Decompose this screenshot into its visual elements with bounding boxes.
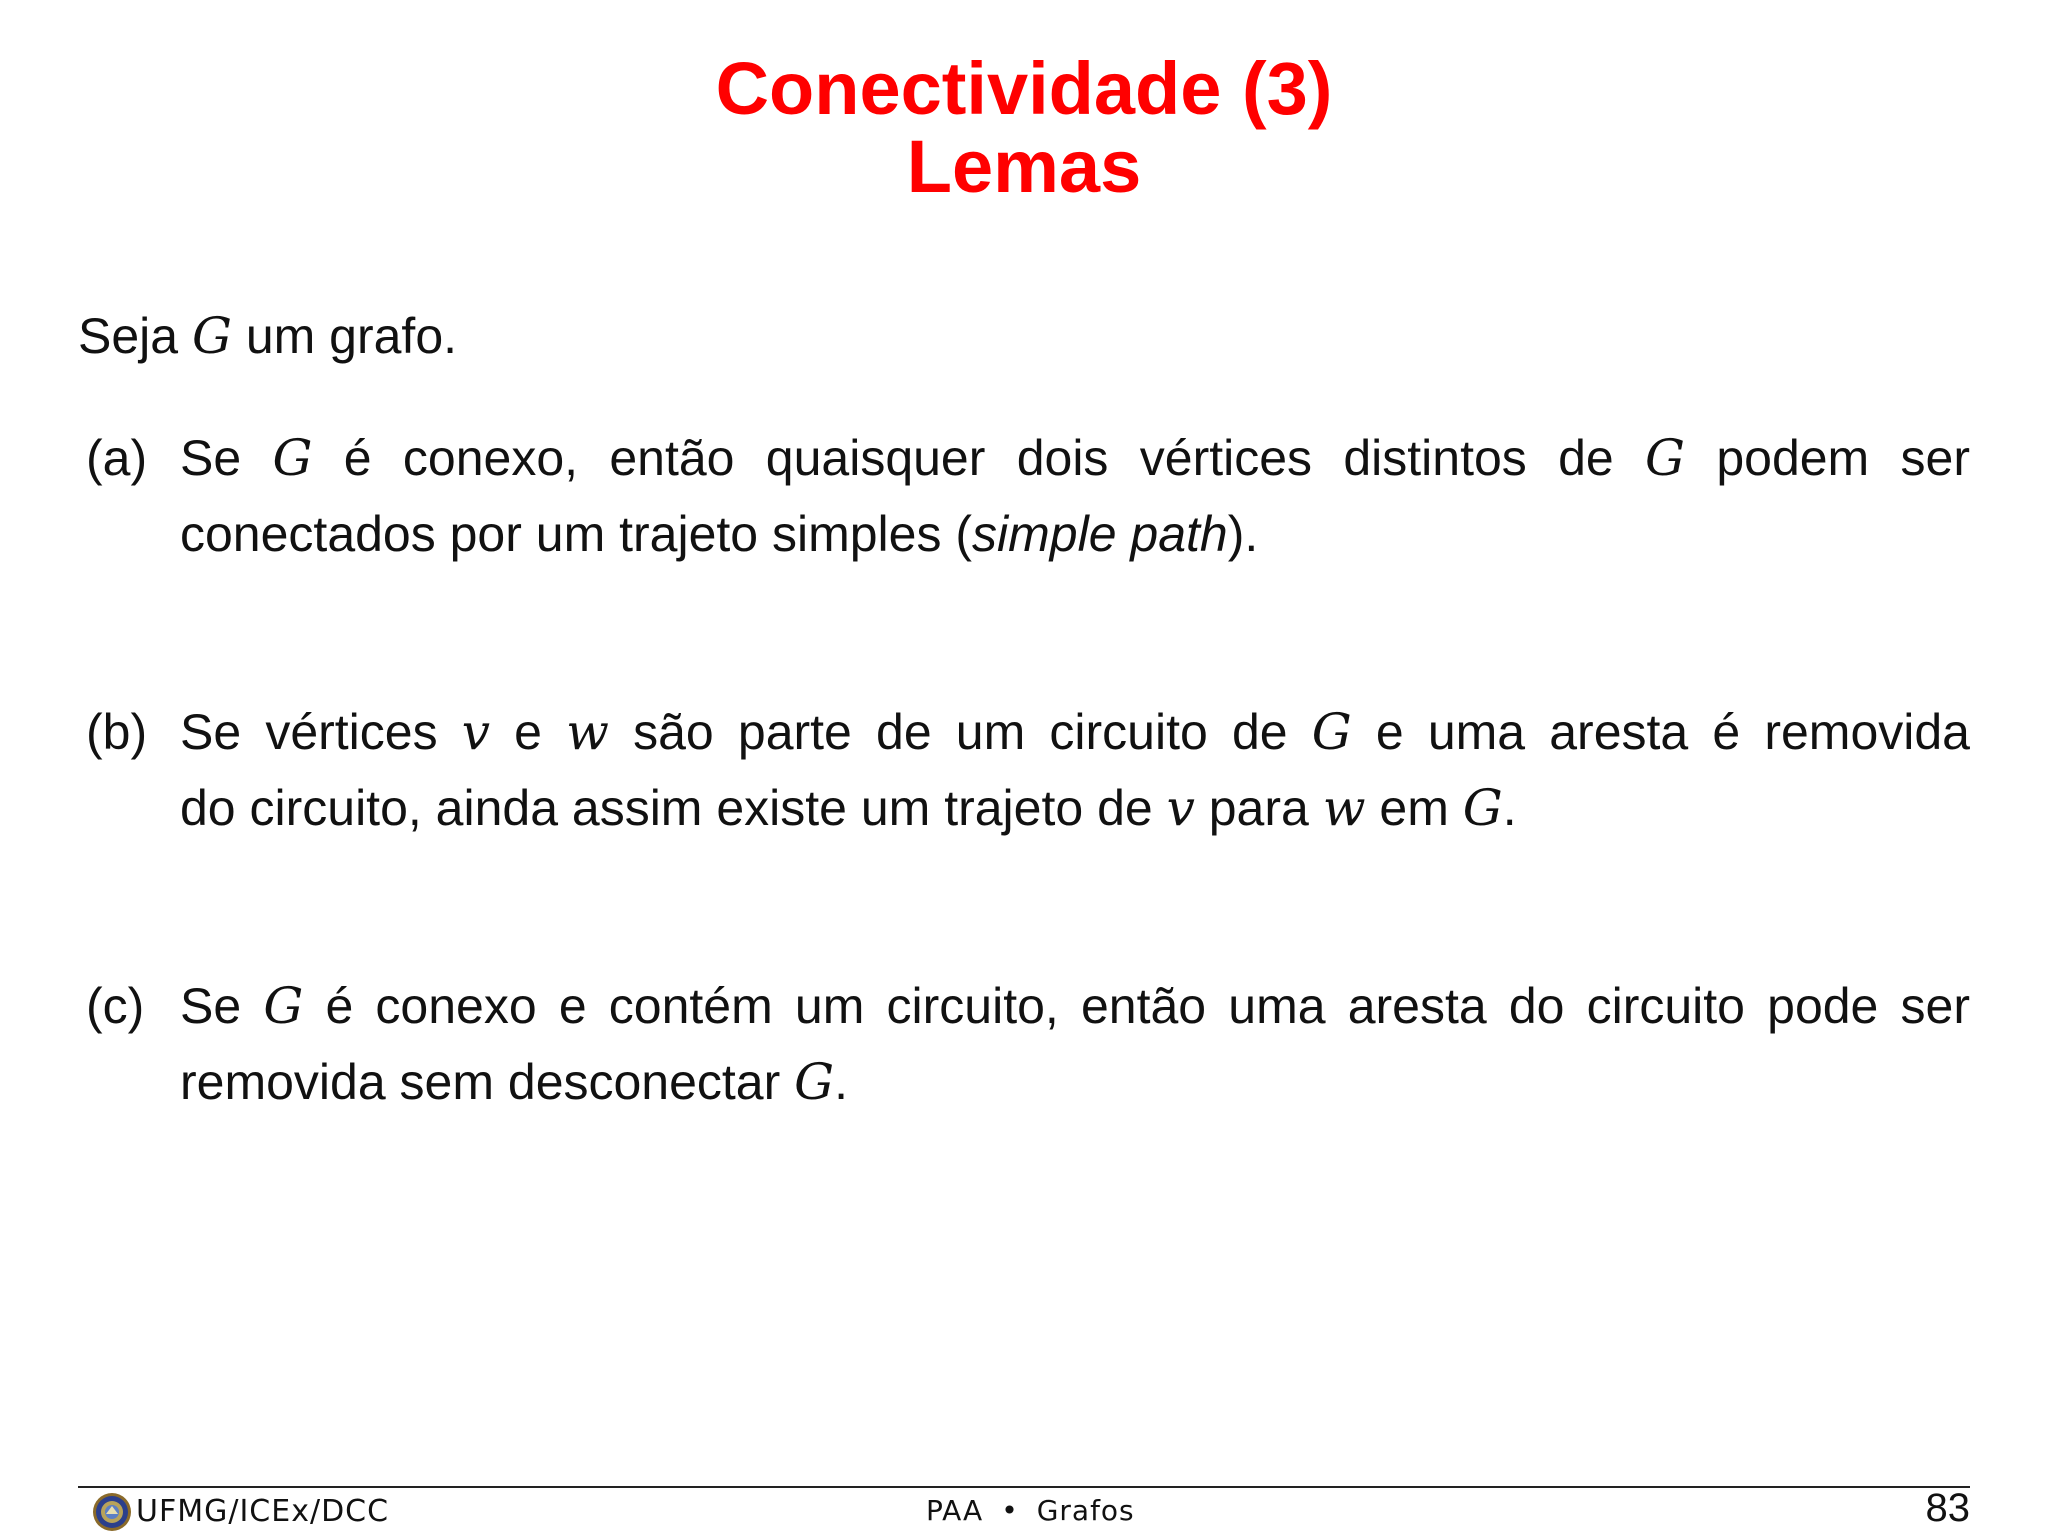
lemma-body bbox=[180, 420, 1970, 572]
lemma-line bbox=[180, 770, 1970, 846]
math-var: w bbox=[566, 703, 609, 761]
footer-course bbox=[926, 1494, 1135, 1527]
math-var: w bbox=[1322, 779, 1366, 837]
text-run: conectados por um trajeto simples ( bbox=[180, 506, 973, 562]
lemma-label: (c) bbox=[86, 978, 145, 1034]
math-var: G bbox=[263, 977, 304, 1035]
text-run: do circuito, ainda assim existe um trajeto de bbox=[180, 780, 1167, 836]
lemma-item-c bbox=[86, 968, 1970, 1120]
math-var: v bbox=[461, 703, 490, 761]
text-run: Se bbox=[180, 430, 273, 486]
math-var: G bbox=[1645, 429, 1685, 487]
lemma-item-b bbox=[86, 694, 1970, 846]
text-run: é conexo, então quaisquer dois vértices distintos de bbox=[312, 430, 1646, 486]
intro-text-pre: Seja bbox=[78, 308, 192, 364]
math-var: v bbox=[1166, 779, 1195, 837]
slide-title bbox=[0, 47, 2048, 208]
text-run: e uma aresta é removida bbox=[1351, 704, 1970, 760]
lemma-line bbox=[180, 1044, 1970, 1120]
text-run: ). bbox=[1227, 506, 1259, 562]
intro-sentence bbox=[78, 298, 457, 374]
math-var: G bbox=[794, 1053, 835, 1111]
lemma-body bbox=[180, 694, 1970, 846]
footer-topic: Grafos bbox=[1036, 1494, 1135, 1527]
lemma-label: (b) bbox=[86, 704, 148, 760]
university-seal-icon bbox=[92, 1492, 132, 1532]
text-run: Se bbox=[180, 978, 264, 1034]
lemma-body bbox=[180, 968, 1970, 1120]
text-run: podem ser bbox=[1685, 430, 1970, 486]
text-run: removida sem desconectar bbox=[180, 1054, 795, 1110]
footer bbox=[78, 1486, 1970, 1536]
slide-title-line2: Lemas bbox=[906, 125, 1142, 208]
math-var: G bbox=[1311, 703, 1352, 761]
lemma-line bbox=[180, 968, 1970, 1044]
lemma-line bbox=[180, 420, 1970, 496]
text-run: Se vértices bbox=[180, 704, 462, 760]
text-run: são parte de um circuito de bbox=[608, 704, 1312, 760]
intro-math-var: G bbox=[191, 307, 232, 365]
slide-title-line1: Conectividade (3) bbox=[715, 47, 1333, 130]
math-var: G bbox=[272, 429, 313, 487]
text-run: é conexo e contém um circuito, então uma aresta do circuito pode ser bbox=[303, 978, 1970, 1034]
text-run: . bbox=[834, 1054, 849, 1110]
footer-course-code: PAA bbox=[926, 1494, 984, 1527]
text-run: . bbox=[1502, 780, 1517, 836]
footer-separator: • bbox=[1001, 1494, 1019, 1527]
lemma-item-a bbox=[86, 420, 1970, 572]
emphasis-text: simple path bbox=[972, 506, 1228, 562]
lemma-line bbox=[180, 496, 1970, 572]
footer-institution: UFMG/ICEx/DCC bbox=[136, 1494, 390, 1529]
math-var: G bbox=[1462, 779, 1503, 837]
text-run: para bbox=[1194, 780, 1323, 836]
text-run: em bbox=[1365, 780, 1463, 836]
footer-rule bbox=[78, 1486, 1970, 1488]
lemma-line bbox=[180, 694, 1970, 770]
text-run: e bbox=[490, 704, 567, 760]
page-number: 83 bbox=[1925, 1486, 1970, 1530]
lemma-label: (a) bbox=[86, 430, 148, 486]
intro-text-post: um grafo. bbox=[231, 308, 458, 364]
